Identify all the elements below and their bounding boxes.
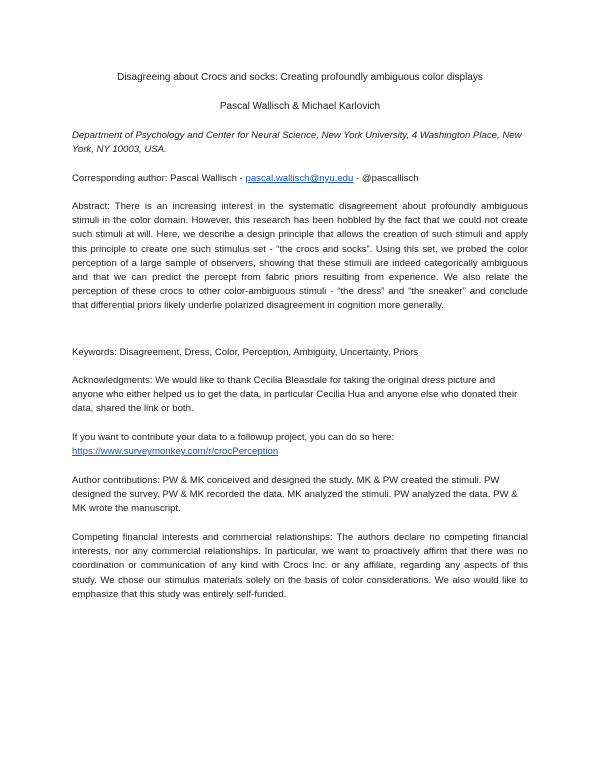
survey-link[interactable]: https://www.surveymonkey.com/r/crocPerception — [72, 446, 279, 458]
author-affiliation: Department of Psychology and Center for Neural Science, New York University, 4 Washington Place, New York, NY 10003, USA. — [72, 130, 522, 156]
corresponding-prefix: Corresponding author: Pascal Wallisch - — [72, 173, 246, 184]
paper-authors: Pascal Wallisch & Michael Karlovich — [219, 101, 381, 112]
abstract-paragraph: Abstract: There is an increasing interest in the systematic disagreement about profoundly ambiguous stimuli in the color domain. However, this research has been hobbled by the fact that we could not create such stimuli at will. Here, we describe a design principle that allows the creation of such stimuli and apply this principle to create one such stimulus set - “the crocs and socks”. Using this set, we probed the color perception of a large sample of observers, showing that these stimuli are indeed categorically ambiguous and that we can predict the percept from fabric priors resulting from experience. We also relate the perception of these crocs to other color-ambiguous stimuli - “the dress” and “the sneaker” and conclude that differential priors likely underlie polarized disagreement in cognition more generally. — [72, 201, 528, 312]
author-contributions-paragraph: Author contributions: PW & MK conceived and designed the study. MK & PW created the stimuli. PW designed the survey. PW & MK recorded the data. MK analyzed the stimuli. PW analyzed the data. PW & MK wrote the manuscript. — [72, 475, 518, 515]
acknowledgments-paragraph: Acknowledgments: We would like to thank Cecilia Bleasdale for taking the original dress picture and anyone who either helped us to get the data, in particular Cecilia Hua and anyone else who donated their data, shared the link or both. — [72, 375, 518, 415]
corresponding-suffix: - @pascallisch — [353, 173, 419, 184]
contribute-section — [72, 431, 528, 459]
author-email-link[interactable]: pascal.wallisch@nyu.edu — [245, 173, 354, 184]
contribute-text: If you want to contribute your data to a followup project, you can do so here: — [72, 432, 395, 443]
corresponding-author — [72, 172, 528, 186]
keywords-paragraph: Keywords: Disagreement, Dress, Color, Perception, Ambiguity, Uncertainty, Priors — [72, 347, 419, 358]
competing-interests-paragraph: Competing financial interests and commercial relationships: The authors declare no competing financial interests, nor any commercial relationships. In particular, we want to proactively affirm that there was no coordination or communication of any kind with Crocs Inc. or any affiliate, regarding any aspects of this study. We chose our stimulus materials solely on the basis of color considerations. We also would like to emphasize that this study was entirely self-funded. — [72, 532, 528, 600]
paper-title: Disagreeing about Crocs and socks: Creating profoundly ambiguous color displays — [117, 72, 483, 83]
